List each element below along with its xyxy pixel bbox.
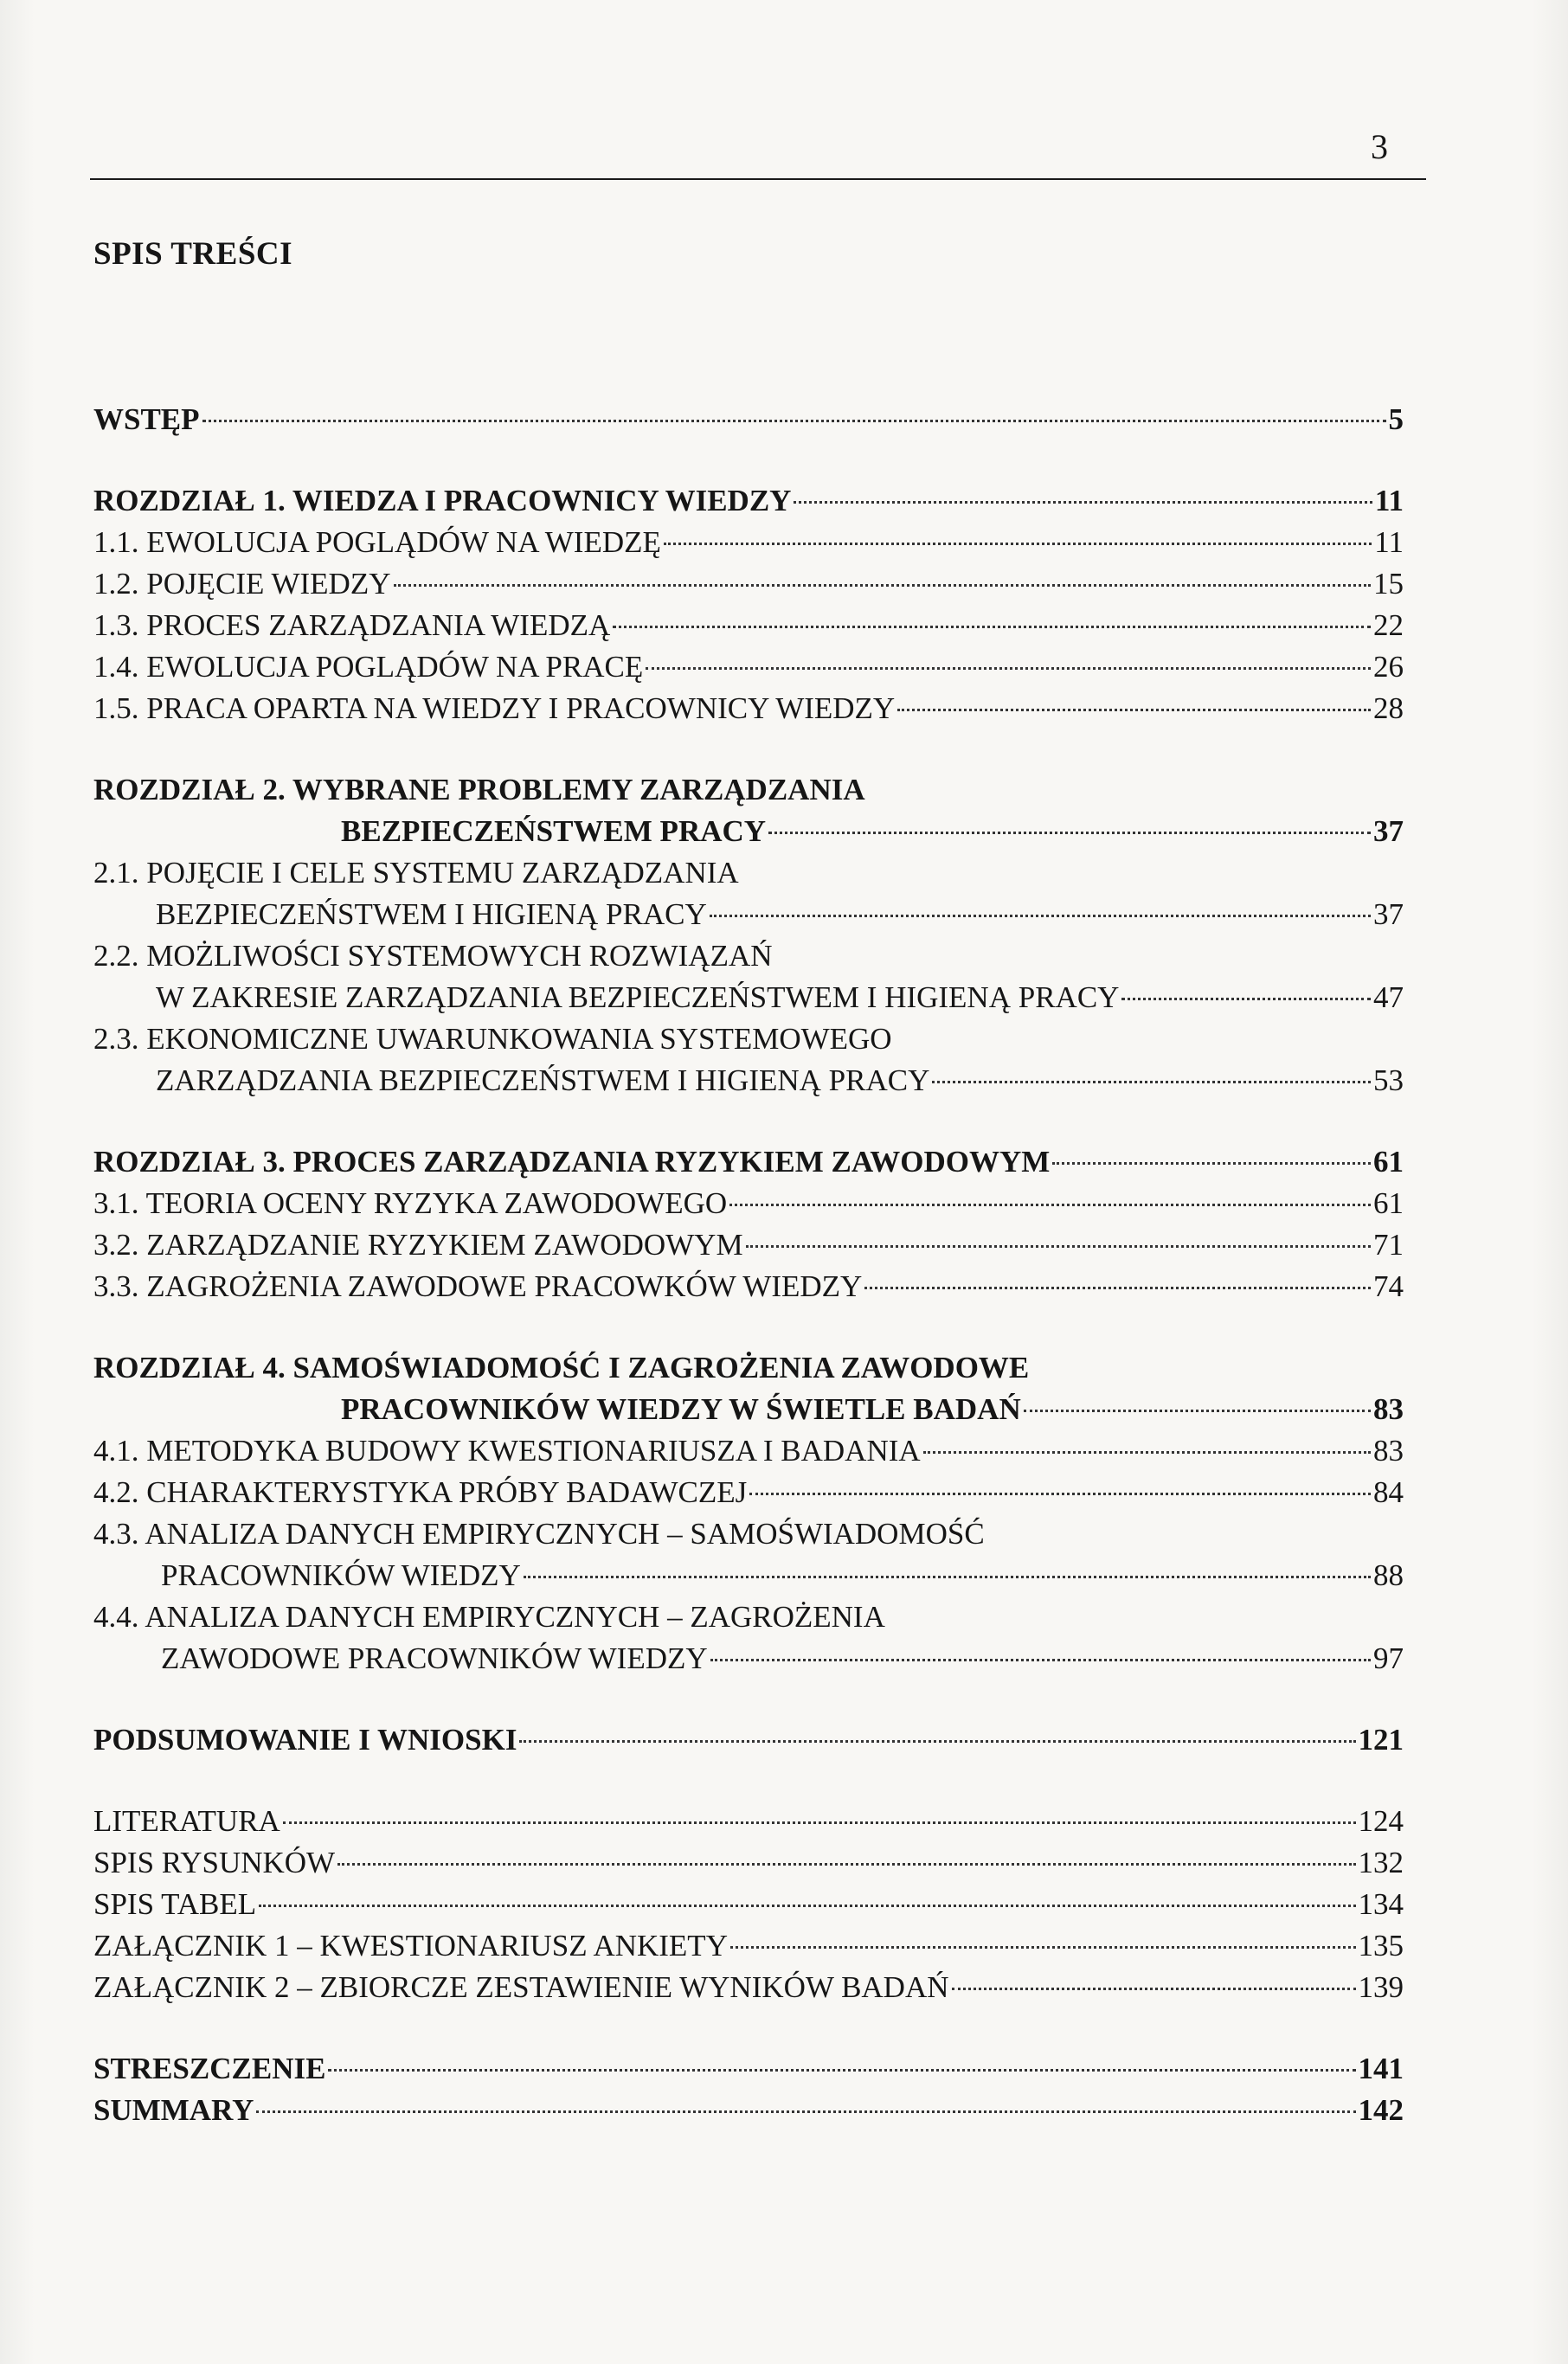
dot-leader <box>710 1659 1371 1661</box>
dot-leader <box>1052 1162 1371 1165</box>
toc-entry-label: SUMMARY <box>93 2093 254 2127</box>
toc-entry-2-1-line1: 2.1. POJĘCIE I CELE SYSTEMU ZARZĄDZANIA <box>93 856 739 890</box>
toc-entry-label: 1.5. PRACA OPARTA NA WIEDZY I PRACOWNICY WIEDZY <box>93 691 896 725</box>
dot-leader <box>897 709 1371 711</box>
toc-entry-1-3 <box>93 605 1404 646</box>
toc-entry-3-3 <box>93 1266 1404 1307</box>
toc-entry-2-2 <box>156 977 1404 1018</box>
toc-entry-spis-rysunkow <box>93 1842 1404 1884</box>
dot-leader <box>256 2110 1355 2113</box>
toc-entry-page: 83 <box>1373 1392 1404 1426</box>
dot-leader <box>519 1740 1355 1743</box>
toc-entry-1-2 <box>93 563 1404 605</box>
toc-entry-label: 4.2. CHARAKTERYSTYKA PRÓBY BADAWCZEJ <box>93 1475 748 1509</box>
dot-leader <box>259 1905 1355 1907</box>
toc-entry-zalacznik-2 <box>93 1967 1404 2008</box>
toc-entry-label: 3.3. ZAGROŻENIA ZAWODOWE PRACOWKÓW WIEDZY <box>93 1269 863 1303</box>
dot-leader <box>337 1863 1355 1866</box>
toc-entry-label: 1.3. PROCES ZARZĄDZANIA WIEDZĄ <box>93 608 611 642</box>
dot-leader <box>613 626 1371 628</box>
toc-entry-page: 121 <box>1358 1723 1404 1757</box>
toc-entry-1-5 <box>93 688 1404 729</box>
toc-entry-page: 47 <box>1373 980 1404 1014</box>
dot-leader <box>328 2069 1355 2072</box>
dot-leader <box>730 1946 1356 1949</box>
toc-entry-page: 134 <box>1358 1887 1404 1921</box>
dot-leader <box>394 584 1372 587</box>
toc-entry-label: ZAŁĄCZNIK 2 – ZBIORCZE ZESTAWIENIE WYNIKÓW BADAŃ <box>93 1970 949 2004</box>
toc-entry-1-4 <box>93 646 1404 688</box>
header-rule <box>90 178 1426 180</box>
toc-entry-page: 124 <box>1358 1804 1404 1838</box>
toc-entry-label: BEZPIECZEŃSTWEM PRACY <box>341 814 767 848</box>
dot-leader <box>646 667 1371 670</box>
toc-entry-chapter-3 <box>93 1141 1404 1183</box>
toc-entry-page: 61 <box>1373 1145 1404 1179</box>
toc-entry-page: 11 <box>1374 525 1404 559</box>
toc-entry-label: ROZDZIAŁ 1. WIEDZA I PRACOWNICY WIEDZY <box>93 484 792 517</box>
dot-leader <box>1121 998 1371 1000</box>
dot-leader <box>768 832 1371 834</box>
toc-entry-chapter-4-line1: ROZDZIAŁ 4. SAMOŚWIADOMOŚĆ I ZAGROŻENIA ZAWODOWE <box>93 1351 1030 1384</box>
toc-entry-label: 1.2. POJĘCIE WIEDZY <box>93 567 391 601</box>
toc-entry-page: 84 <box>1373 1475 1404 1509</box>
toc-entry-chapter-4 <box>341 1389 1404 1430</box>
toc-entry-label: 1.1. EWOLUCJA POGLĄDÓW NA WIEDZĘ <box>93 525 661 559</box>
toc-entry-spis-tabel <box>93 1884 1404 1925</box>
toc-entry-4-1 <box>93 1430 1404 1472</box>
toc-entry-label: SPIS TABEL <box>93 1887 257 1921</box>
dot-leader <box>746 1245 1371 1248</box>
toc-title: SPIS TREŚCI <box>93 236 293 272</box>
toc-entry-label: 3.1. TEORIA OCENY RYZYKA ZAWODOWEGO <box>93 1186 728 1220</box>
toc-entry-1-1 <box>93 522 1404 563</box>
toc-entry-page: 71 <box>1373 1228 1404 1262</box>
toc-entry-label: PRACOWNIKÓW WIEDZY W ŚWIETLE BADAŃ <box>341 1392 1021 1426</box>
toc-entry-streszczenie <box>93 2048 1404 2090</box>
toc-entry-page: 83 <box>1373 1434 1404 1468</box>
toc-entry-page: 141 <box>1358 2052 1404 2085</box>
toc-entry-page: 139 <box>1358 1970 1404 2004</box>
toc-entry-4-4-line1: 4.4. ANALIZA DANYCH EMPIRYCZNYCH – ZAGROŻENIA <box>93 1600 885 1634</box>
toc-entry-page: 26 <box>1373 650 1404 684</box>
toc-entry-page: 11 <box>1374 484 1404 517</box>
toc-entry-page: 135 <box>1358 1929 1404 1963</box>
toc-entry-4-3 <box>161 1555 1404 1596</box>
dot-leader <box>749 1493 1371 1495</box>
toc-entry-label: ZAŁĄCZNIK 1 – KWESTIONARIUSZ ANKIETY <box>93 1929 728 1963</box>
dot-leader <box>932 1081 1371 1083</box>
toc-entry-label: ROZDZIAŁ 3. PROCES ZARZĄDZANIA RYZYKIEM ZAWODOWYM <box>93 1145 1051 1179</box>
toc-entry-label: PRACOWNIKÓW WIEDZY <box>161 1558 521 1592</box>
toc-entry-page: 132 <box>1358 1846 1404 1879</box>
toc-entry-wstep <box>93 399 1404 440</box>
toc-entry-4-2 <box>93 1472 1404 1513</box>
toc-entry-label: STRESZCZENIE <box>93 2052 326 2085</box>
toc-entry-3-1 <box>93 1183 1404 1224</box>
toc-entry-literatura <box>93 1801 1404 1842</box>
toc-entry-page: 15 <box>1373 567 1404 601</box>
toc-entry-podsumowanie <box>93 1719 1404 1761</box>
dot-leader <box>524 1576 1371 1578</box>
toc-entry-zalacznik-1 <box>93 1925 1404 1967</box>
toc-entry-page: 97 <box>1373 1641 1404 1675</box>
toc-entry-4-3-line1: 4.3. ANALIZA DANYCH EMPIRYCZNYCH – SAMOŚWIADOMOŚĆ <box>93 1517 985 1551</box>
dot-leader <box>710 915 1371 917</box>
toc-entry-3-2 <box>93 1224 1404 1266</box>
toc-entry-page: 37 <box>1373 814 1404 848</box>
toc-entry-chapter-1 <box>93 480 1404 522</box>
toc-entry-page: 142 <box>1358 2093 1404 2127</box>
toc-entry-4-4 <box>161 1638 1404 1680</box>
page-number: 3 <box>1371 127 1388 166</box>
toc-entry-chapter-2-line1: ROZDZIAŁ 2. WYBRANE PROBLEMY ZARZĄDZANIA <box>93 773 865 806</box>
toc-entry-2-2-line1: 2.2. MOŻLIWOŚCI SYSTEMOWYCH ROZWIĄZAŃ <box>93 939 773 973</box>
toc-entry-page: 5 <box>1388 402 1404 436</box>
toc-entry-label: 3.2. ZARZĄDZANIE RYZYKIEM ZAWODOWYM <box>93 1228 743 1262</box>
dot-leader <box>923 1451 1371 1454</box>
dot-leader <box>952 1988 1356 1990</box>
dot-leader <box>864 1287 1371 1289</box>
dot-leader <box>664 543 1372 545</box>
toc-entry-2-3-line1: 2.3. EKONOMICZNE UWARUNKOWANIA SYSTEMOWEGO <box>93 1022 892 1056</box>
toc-entry-summary <box>93 2090 1404 2131</box>
toc-entry-label: ZARZĄDZANIA BEZPIECZEŃSTWEM I HIGIENĄ PRACY <box>156 1063 930 1097</box>
toc-entry-page: 28 <box>1373 691 1404 725</box>
toc-entry-label: 4.1. METODYKA BUDOWY KWESTIONARIUSZA I BADANIA <box>93 1434 921 1468</box>
toc-entry-page: 88 <box>1373 1558 1404 1592</box>
toc-entry-2-1 <box>156 894 1404 935</box>
toc-entry-label: SPIS RYSUNKÓW <box>93 1846 336 1879</box>
dot-leader <box>202 420 1386 422</box>
toc-entry-page: 53 <box>1373 1063 1404 1097</box>
dot-leader <box>283 1821 1356 1824</box>
toc-entry-label: ZAWODOWE PRACOWNIKÓW WIEDZY <box>161 1641 708 1675</box>
dot-leader <box>1024 1410 1371 1412</box>
toc-entry-page: 37 <box>1373 897 1404 931</box>
toc-entry-label: PODSUMOWANIE I WNIOSKI <box>93 1723 517 1757</box>
toc-entry-label: BEZPIECZEŃSTWEM I HIGIENĄ PRACY <box>156 897 707 931</box>
toc-entry-page: 61 <box>1373 1186 1404 1220</box>
toc-entry-page: 22 <box>1373 608 1404 642</box>
dot-leader <box>794 501 1372 504</box>
toc-entry-label: LITERATURA <box>93 1804 280 1838</box>
toc-entry-chapter-2 <box>341 811 1404 852</box>
toc-entry-label: W ZAKRESIE ZARZĄDZANIA BEZPIECZEŃSTWEM I HIGIENĄ PRACY <box>156 980 1120 1014</box>
toc-entry-label: WSTĘP <box>93 402 200 436</box>
dot-leader <box>729 1204 1371 1206</box>
toc-entry-label: 1.4. EWOLUCJA POGLĄDÓW NA PRACĘ <box>93 650 644 684</box>
toc-entry-page: 74 <box>1373 1269 1404 1303</box>
toc-entry-2-3 <box>156 1060 1404 1102</box>
